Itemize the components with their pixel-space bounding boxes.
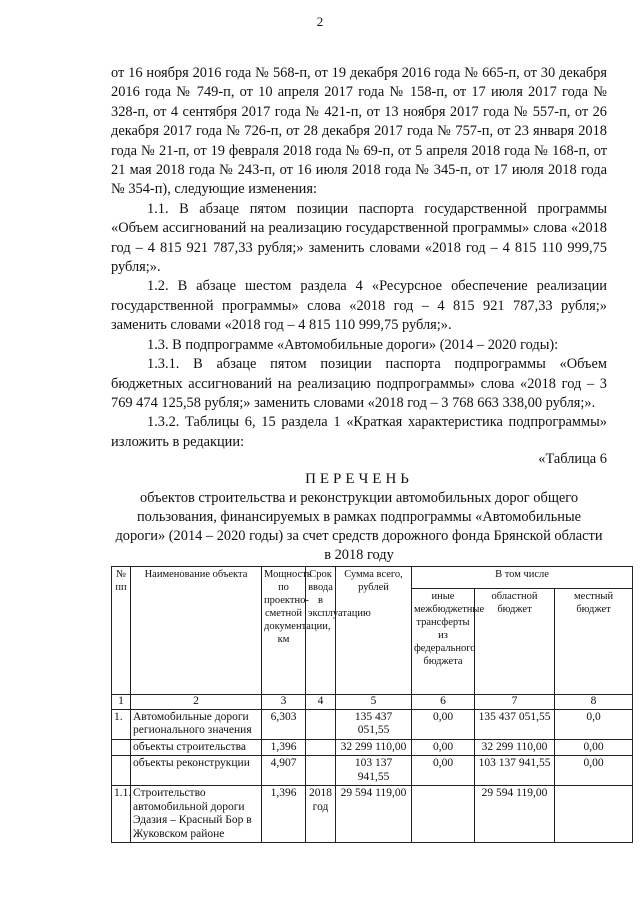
column-number: 6	[412, 695, 475, 710]
cell-federal: 0,00	[412, 709, 475, 739]
cell-regional: 103 137 941,55	[475, 756, 555, 786]
cell-federal	[412, 786, 475, 843]
column-number: 5	[336, 695, 412, 710]
cell-federal: 0,00	[412, 756, 475, 786]
header-num: № пп	[112, 567, 131, 695]
cell-num: 1.1.	[112, 786, 131, 843]
cell-capacity: 1,396	[262, 739, 306, 756]
cell-term	[306, 756, 336, 786]
cell-regional: 29 594 119,00	[475, 786, 555, 843]
column-number: 8	[555, 695, 633, 710]
cell-num	[112, 756, 131, 786]
cell-term	[306, 709, 336, 739]
header-row	[112, 567, 633, 589]
table-row	[112, 709, 633, 739]
paragraph: от 16 ноября 2016 года № 568-п, от 19 декабря 2016 года № 665-п, от 30 декабря 2016 года № 749-п, от 10 апреля 2017 года № 158-п, от 17 июля 2017 года № 328-п, от 4 сентября 2017 года № 421-п, от 13 ноября 2017 года № 557-п, от 26 декабря 2017 года № 726-п, от 28 декабря 2017 года № 757-п, от 23 января 2018 года № 21-п, от 19 февраля 2018 года № 69-п, от 5 апреля 2018 года № 168-п, от 21 мая 2018 года № 243-п, от 16 июля 2018 года № 345-п, от 17 июля 2018 года № 354-п), следующие изменения:	[111, 65, 607, 198]
cell-local: 0,0	[555, 709, 633, 739]
table-row	[112, 756, 633, 786]
cell-total: 103 137 941,55	[336, 756, 412, 786]
objects-table	[111, 566, 633, 843]
cell-term	[306, 739, 336, 756]
cell-num	[112, 739, 131, 756]
cell-capacity: 6,303	[262, 709, 306, 739]
cell-local: 0,00	[555, 756, 633, 786]
paragraph: 1.3.1. В абзаце пятом позиции паспорта подпрограммы «Объем бюджетных ассигнований на реализацию подпрограммы» слова «2018 год – 3 769 474 125,58 рубля;» заменить словами «2018 год – 3 768 663 338,00 рубля;».	[111, 356, 607, 411]
cell-name: объекты строительства	[131, 739, 262, 756]
header-total: Сумма всего, рублей	[336, 567, 412, 695]
list-heading: ПЕРЕЧЕНЬ	[305, 471, 413, 487]
cell-local	[555, 786, 633, 843]
table-reference: «Таблица 6	[538, 451, 607, 467]
paragraph: 1.2. В абзаце шестом раздела 4 «Ресурсное обеспечение реализации государственной программы» слова «2018 год – 4 815 921 787,33 рубля;» заменить словами «2018 год – 4 815 110 999,75 рубля;».	[111, 278, 607, 334]
cell-num: 1.	[112, 709, 131, 739]
header-name: Наименование объекта	[131, 567, 262, 695]
paragraph: 1.1. В абзаце пятом позиции паспорта государственной программы «Объем ассигнований на реализацию государственной программы» слова «2018 год – 4 815 921 787,33 рубля;» заменить словами «2018 год – 4 815 110 999,75 рубля;».	[111, 200, 607, 276]
column-number: 4	[306, 695, 336, 710]
header-including: В том числе	[412, 567, 633, 589]
cell-regional: 32 299 110,00	[475, 739, 555, 756]
table-row	[112, 739, 633, 756]
header-federal: иные межбюджетные трансферты из федерального бюджета	[412, 589, 475, 695]
header-local: местный бюджет	[555, 589, 633, 695]
cell-name: Автомобильные дороги регионального значения	[131, 709, 262, 739]
column-number: 1	[112, 695, 131, 710]
cell-regional: 135 437 051,55	[475, 709, 555, 739]
cell-capacity: 1,396	[262, 786, 306, 843]
list-subtitle: объектов строительства и реконструкции автомобильных дорог общего пользования, финансируемых в рамках подпрограммы «Автомобильные дороги» (2014 – 2020 годы) за счет средств дорожного фонда Брянской области в 2018 году	[115, 490, 603, 563]
cell-total: 32 299 110,00	[336, 739, 412, 756]
paragraph: 1.3. В подпрограмме «Автомобильные дороги» (2014 – 2020 годы):	[147, 336, 559, 353]
cell-name: объекты реконструкции	[131, 756, 262, 786]
header-capacity: Мощность по проектно-сметной документации, км	[262, 567, 306, 695]
column-number: 7	[475, 695, 555, 710]
column-numbers-row	[112, 695, 633, 710]
cell-federal: 0,00	[412, 739, 475, 756]
cell-term: 2018 год	[306, 786, 336, 843]
column-number: 2	[131, 695, 262, 710]
page-number: 2	[316, 14, 324, 29]
cell-local: 0,00	[555, 739, 633, 756]
column-number: 3	[262, 695, 306, 710]
paragraph: 1.3.2. Таблицы 6, 15 раздела 1 «Краткая характеристика подпрограммы» изложить в редакции:	[111, 414, 607, 450]
body-text	[111, 64, 607, 452]
header-regional: областной бюджет	[475, 589, 555, 695]
cell-name: Строительство автомобильной дороги Эдазия – Красный Бор в Жуковском районе	[131, 786, 262, 843]
cell-capacity: 4,907	[262, 756, 306, 786]
list-title	[111, 470, 607, 565]
cell-total: 135 437 051,55	[336, 709, 412, 739]
cell-total: 29 594 119,00	[336, 786, 412, 843]
header-term: Срок ввода в эксплуатацию	[306, 567, 336, 695]
table-row	[112, 786, 633, 843]
